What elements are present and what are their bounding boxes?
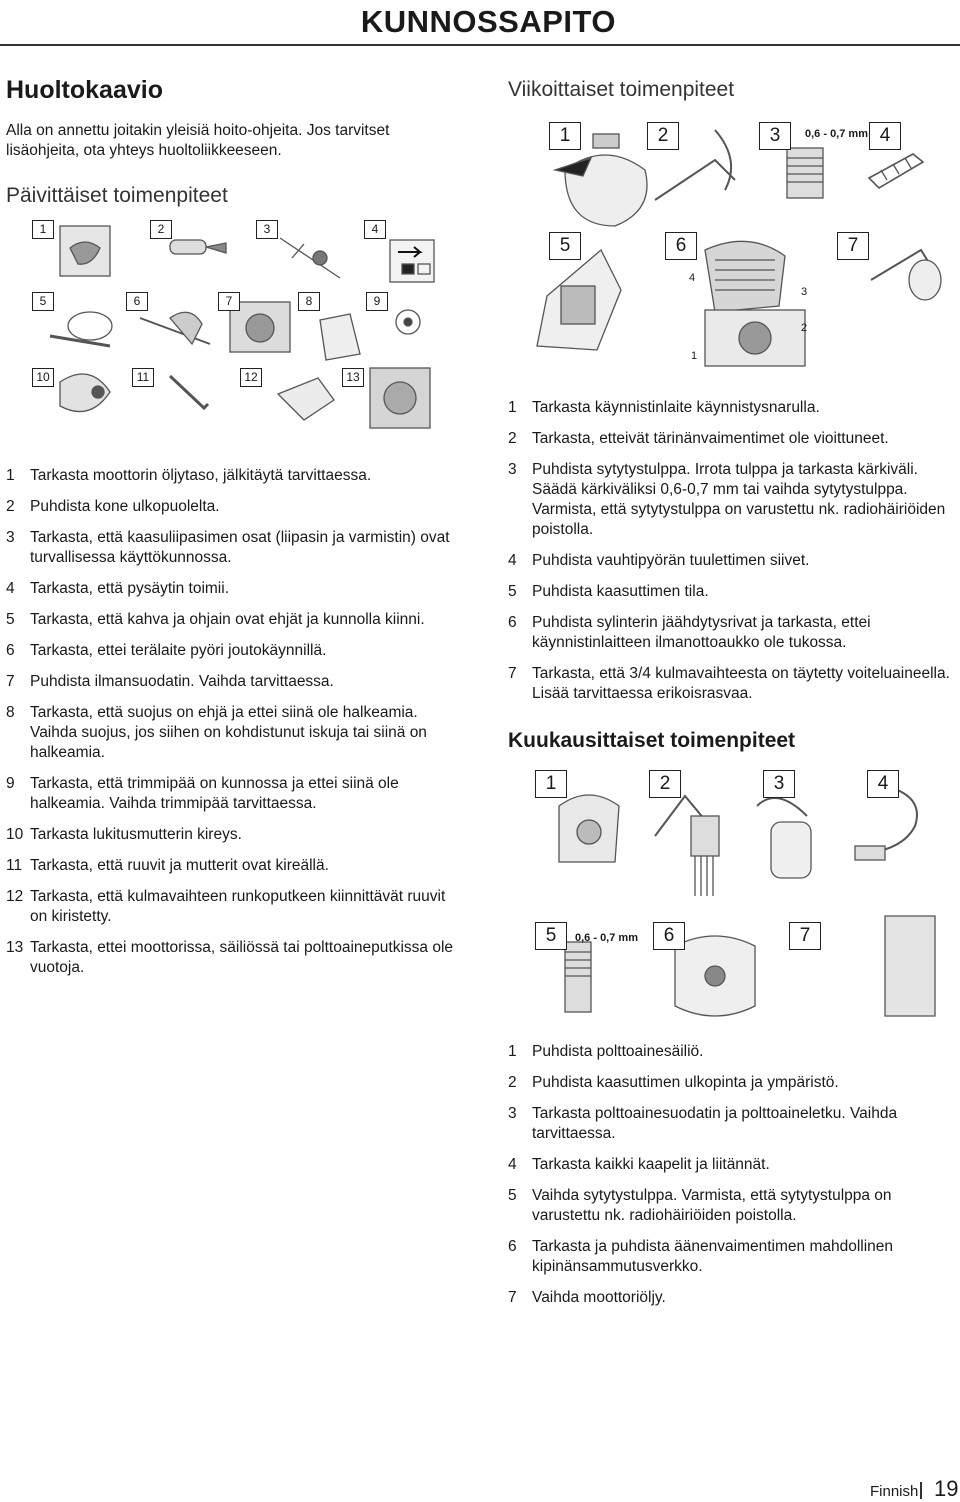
daily-figure-label: 4 xyxy=(364,220,386,239)
header-rule xyxy=(0,44,960,46)
daily-figure-label: 8 xyxy=(298,292,320,311)
daily-figure-label: 13 xyxy=(342,368,364,387)
footer-language: Finnish xyxy=(870,1483,919,1500)
list-item: 5 Vaihda sytytystulppa. Varmista, että sytytystulppa on varustettu nk. radiohäiriöiden poistolla. xyxy=(508,1187,892,1224)
daily-figure-label: 3 xyxy=(256,220,278,239)
daily-figure-label: 5 xyxy=(32,292,54,311)
daily-heading: Päivittäiset toimenpiteet xyxy=(6,184,228,207)
list-item: 3 Tarkasta polttoainesuodatin ja polttoaineletku. Vaihda tarvittaessa. xyxy=(508,1105,898,1142)
figure-callout: 3 xyxy=(801,286,808,298)
weekly-heading: Viikoittaiset toimenpiteet xyxy=(508,78,735,101)
list-item: 8 Tarkasta, että suojus on ehjä ja ettei siinä ole halkeamia. Vaihda suojus, jos siihen on kohdistunut iskuja tai siinä on halkeamia. xyxy=(6,704,427,761)
monthly-task-list xyxy=(508,1042,953,1308)
footer-divider xyxy=(920,1482,922,1499)
daily-task-list xyxy=(6,466,466,978)
list-item: 2 Puhdista kone ulkopuolelta. xyxy=(6,498,220,515)
list-item: 13 Tarkasta, ettei moottorissa, säiliössä tai polttoaineputkissa ole vuotoja. xyxy=(6,939,454,976)
monthly-figure-label: 3 xyxy=(763,770,795,798)
monthly-figure-label: 4 xyxy=(867,770,899,798)
list-item: 9 Tarkasta, että trimmipää on kunnossa ja ettei siinä ole halkeamia. Vaihda trimmipää tarvittaessa. xyxy=(6,775,399,812)
daily-figure-label: 11 xyxy=(132,368,154,387)
figure-callout: 2 xyxy=(801,322,808,334)
monthly-figure-label: 7 xyxy=(789,922,821,950)
monthly-heading: Kuukausittaiset toimenpiteet xyxy=(508,729,796,752)
daily-maintenance-illustrations xyxy=(30,218,450,438)
weekly-task-list xyxy=(508,398,953,704)
list-item: 6 Puhdista sylinterin jäähdytysrivat ja tarkasta, ettei käynnistinlaitteen ilmanottoaukko ole tukossa. xyxy=(508,614,871,651)
weekly-figure-label: 6 xyxy=(665,232,697,260)
daily-figure-label: 12 xyxy=(240,368,262,387)
figure-callout: 1 xyxy=(691,350,698,362)
list-item: 4 Tarkasta, että pysäytin toimii. xyxy=(6,580,229,597)
daily-figure-label: 6 xyxy=(126,292,148,311)
section-heading-maintenance-schedule: Huoltokaavio xyxy=(6,76,163,104)
monthly-figure-label: 5 xyxy=(535,922,567,950)
intro-paragraph: Alla on annettu joitakin yleisiä hoito-ohjeita. Jos tarvitset lisäohjeita, ota yhteys huoltoliikkeeseen. xyxy=(6,122,390,159)
page-number: 19 xyxy=(934,1476,959,1501)
list-item: 10 Tarkasta lukitusmutterin kireys. xyxy=(6,826,242,843)
list-item: 1 Puhdista polttoainesäiliö. xyxy=(508,1043,704,1060)
list-item: 1 Tarkasta moottorin öljytaso, jälkitäytä tarvittaessa. xyxy=(6,467,372,484)
daily-figure-label: 7 xyxy=(218,292,240,311)
list-item: 11 Tarkasta, että ruuvit ja mutterit ovat kireällä. xyxy=(6,857,329,874)
list-item: 7 Vaihda moottoriöljy. xyxy=(508,1289,666,1306)
list-item: 1 Tarkasta käynnistinlaite käynnistysnarulla. xyxy=(508,399,820,416)
spark-gap-dimension: 0,6 - 0,7 mm xyxy=(575,932,638,944)
list-item: 2 Puhdista kaasuttimen ulkopinta ja ympäristö. xyxy=(508,1074,839,1091)
list-item: 3 Puhdista sytytystulppa. Irrota tulppa ja tarkasta kärkiväli. Säädä kärkiväliksi 0,6-0,7 mm tai vaihda sytytystulppa. Varmista, että sytytystulppa on varustettu nk. radiohäiriöiden poistolla. xyxy=(508,461,946,538)
monthly-figure-label: 6 xyxy=(653,922,685,950)
monthly-figure-label: 2 xyxy=(649,770,681,798)
weekly-figure-label: 1 xyxy=(549,122,581,150)
weekly-figure-label: 7 xyxy=(837,232,869,260)
monthly-maintenance-illustrations xyxy=(505,766,945,1030)
list-item: 12 Tarkasta, että kulmavaihteen runkoputkeen kiinnittävät ruuvit on kiristetty. xyxy=(6,888,446,925)
weekly-figure-label: 5 xyxy=(549,232,581,260)
list-item: 4 Tarkasta kaikki kaapelit ja liitännät. xyxy=(508,1156,770,1173)
weekly-maintenance-illustrations xyxy=(505,110,945,380)
list-item: 4 Puhdista vauhtipyörän tuulettimen siivet. xyxy=(508,552,810,569)
spark-gap-dimension: 0,6 - 0,7 mm xyxy=(805,128,868,140)
daily-figure-label: 1 xyxy=(32,220,54,239)
list-item: 5 Tarkasta, että kahva ja ohjain ovat ehjät ja kunnolla kiinni. xyxy=(6,611,425,628)
list-item: 3 Tarkasta, että kaasuliipasimen osat (liipasin ja varmistin) ovat turvallisessa käyttökunnossa. xyxy=(6,529,450,566)
weekly-figure-label: 2 xyxy=(647,122,679,150)
list-item: 6 Tarkasta, ettei terälaite pyöri joutokäynnillä. xyxy=(6,642,327,659)
list-item: 6 Tarkasta ja puhdista äänenvaimentimen mahdollinen kipinänsammutusverkko. xyxy=(508,1238,894,1275)
list-item: 7 Tarkasta, että 3/4 kulmavaihteesta on täytetty voiteluaineella. Lisää tarvittaessa erikoisrasvaa. xyxy=(508,665,950,702)
page-header-title: KUNNOSSAPITO xyxy=(360,4,616,39)
weekly-figure-label: 4 xyxy=(869,122,901,150)
daily-figure-label: 9 xyxy=(366,292,388,311)
daily-figure-label: 2 xyxy=(150,220,172,239)
list-item: 7 Puhdista ilmansuodatin. Vaihda tarvittaessa. xyxy=(6,673,334,690)
list-item: 2 Tarkasta, etteivät tärinänvaimentimet ole vioittuneet. xyxy=(508,430,889,447)
monthly-figure-label: 1 xyxy=(535,770,567,798)
daily-figure-label: 10 xyxy=(32,368,54,387)
list-item: 5 Puhdista kaasuttimen tila. xyxy=(508,583,709,600)
weekly-figure-label: 3 xyxy=(759,122,791,150)
figure-callout: 4 xyxy=(689,272,696,284)
